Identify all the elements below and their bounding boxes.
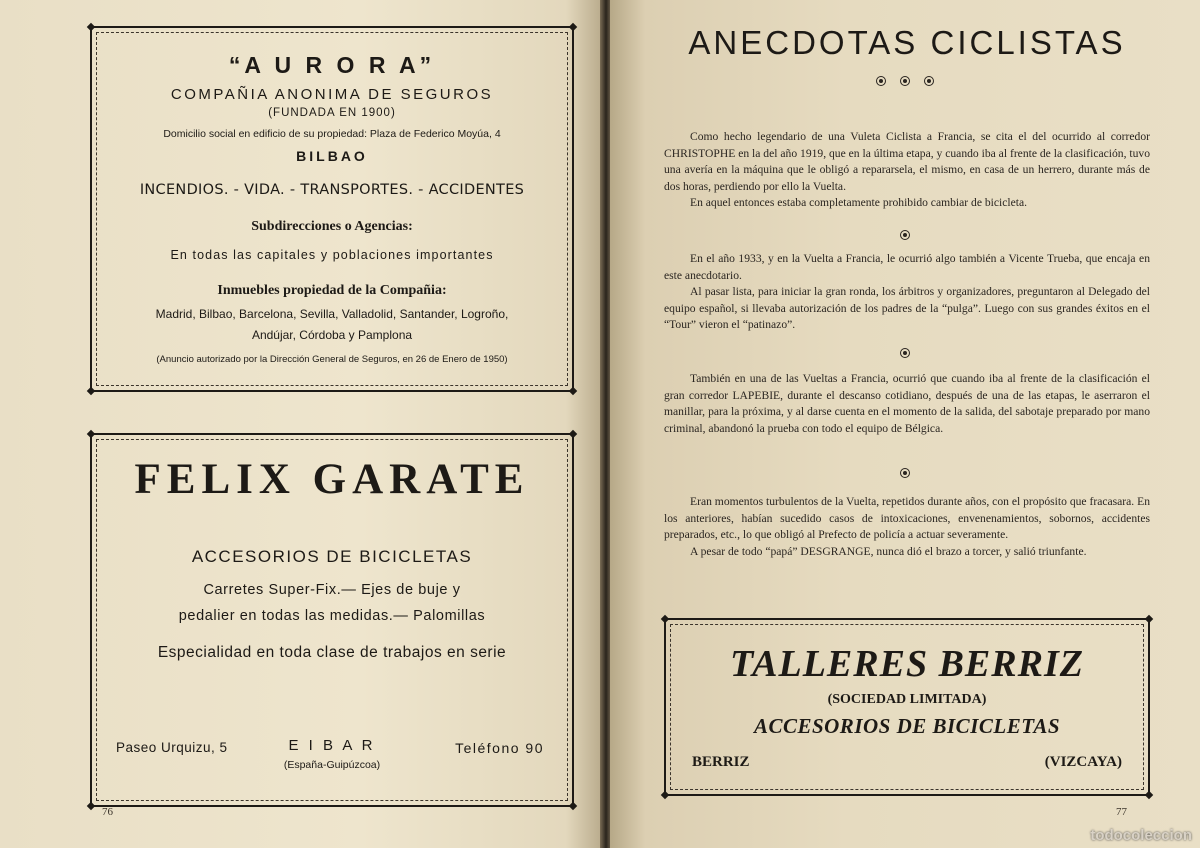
- anecdote-4: [664, 494, 1150, 560]
- garate-phone: Teléfono 90: [455, 740, 544, 756]
- garate-region: (España-Guipúzcoa): [283, 759, 381, 771]
- garate-address: Paseo Urquizu, 5: [116, 740, 228, 755]
- berriz-name: TALLERES BERRIZ: [730, 643, 1084, 685]
- aurora-address: Domicilio social en edificio de su propiedad: Plaza de Federico Moyúa, 4: [163, 128, 501, 140]
- right-page-number: 77: [1116, 806, 1127, 818]
- anecdote-1-note: En aquel entonces estaba completamente prohibido cambiar de bicicleta.: [690, 196, 1028, 209]
- berriz-ad: [664, 618, 1150, 796]
- garate-line2: pedalier en todas las medidas.— Palomillas: [178, 608, 486, 624]
- aurora-sub-title: Subdirecciones o Agencias:: [251, 219, 413, 234]
- aurora-lines: INCENDIOS. - VIDA. - TRANSPORTES. - ACCIDENTES: [139, 182, 525, 198]
- anecdote-4-ending: A pesar de todo “papá” DESGRANGE, nunca dió el brazo a torcer, y salió triunfante.: [690, 544, 1087, 558]
- anecdote-3: [664, 371, 1150, 437]
- anecdote-2-text: Al pasar lista, para iniciar la gran ronda, los árbitros y organizadores, preguntaron al Delegado del equipo español, si llevaba autorización de los padres de la “pulga”. Luego con sus grandes éxitos en el “Tour” vieron el “patinazo”.: [664, 285, 1150, 331]
- garate-specialty: Especialidad en toda clase de trabajos en serie: [157, 644, 507, 661]
- aurora-props-title: Inmuebles propiedad de la Compañia:: [217, 283, 447, 298]
- aurora-sub-text: En todas las capitales y poblaciones importantes: [170, 248, 494, 262]
- aurora-company: COMPAÑIA ANONIMA DE SEGUROS: [170, 86, 494, 103]
- garate-ad: [90, 433, 574, 807]
- aurora-founded: (FUNDADA EN 1900): [268, 107, 396, 119]
- aurora-props-line1: Madrid, Bilbao, Barcelona, Sevilla, Valladolid, Santander, Logroño,: [155, 307, 509, 321]
- ornament-ring-icon: [900, 76, 910, 86]
- garate-category: ACCESORIOS DE BICICLETAS: [191, 547, 473, 566]
- anecdote-4-text: Eran momentos turbulentos de la Vuelta, repetidos durante años, con el propósito que fracasara. En los anteriores, habían sucedido casos de intoxicaciones, envenenamientos, sobornos, accidentes preparados, etc., lo que obligó al Prefecto de policía a actuar severamente.: [664, 495, 1150, 541]
- anecdote-2-intro: En el año 1933, y en la Vuelta a Francia, le ocurrió algo también a Vicente Trueba, que encaja en este anecdotario.: [664, 252, 1150, 282]
- berriz-category: ACCESORIOS DE BICICLETAS: [753, 714, 1061, 738]
- anecdote-2: [664, 251, 1150, 334]
- anecdote-3-text: También en una de las Vueltas a Francia, ocurrió que cuando iba al frente de la clasificación el gran corredor LAPEBIE, durante el descanso cotidiano, después de una de las etapas, le aserraron el manillar, para la próxima, y al darse cuenta en el momento de la salida, del sabotaje preparado por mano criminal, abandonó la prueba con todo el equipo de Bélgica.: [664, 372, 1150, 435]
- berriz-legal: (SOCIEDAD LIMITADA): [827, 692, 987, 707]
- aurora-ad: [90, 26, 574, 392]
- left-page-number: 76: [102, 806, 113, 818]
- garate-name: FELIX GARATE: [134, 456, 530, 503]
- garate-city: E I B A R: [288, 737, 376, 754]
- watermark: todocoleccion: [1090, 827, 1192, 844]
- separator-ring-icon: [900, 230, 910, 240]
- aurora-props-line2: Andújar, Córdoba y Pamplona: [251, 328, 413, 342]
- title-ornament: [876, 76, 946, 90]
- separator-ring-icon: [900, 468, 910, 478]
- anecdote-1-text: Como hecho legendario de una Vuleta Ciclista a Francia, se cita el del ocurrido al corredor CHRISTOPHE en la del año 1919, que en la última etapa, y cuando iba al frente de la clasificación, tuvo una avería en la máquina que le obligó a repararsela, el mismo, en casa de un herrero, durante más de dos horas, perdiendo por ello la Vuelta.: [664, 130, 1150, 193]
- aurora-notice: (Anuncio autorizado por la Dirección General de Seguros, en 26 de Enero de 1950): [156, 354, 508, 365]
- garate-line1: Carretes Super-Fix.— Ejes de buje y: [203, 582, 461, 598]
- article-title: ANECDOTAS CICLISTAS: [688, 24, 1126, 61]
- berriz-province: (VIZCAYA): [1044, 754, 1122, 770]
- berriz-town: BERRIZ: [692, 754, 750, 770]
- aurora-city: BILBAO: [296, 148, 368, 164]
- separator-ring-icon: [900, 348, 910, 358]
- ornament-ring-icon: [924, 76, 934, 86]
- aurora-name: “A U R O R A”: [228, 52, 436, 78]
- ornament-ring-icon: [876, 76, 886, 86]
- anecdote-1: [664, 129, 1150, 212]
